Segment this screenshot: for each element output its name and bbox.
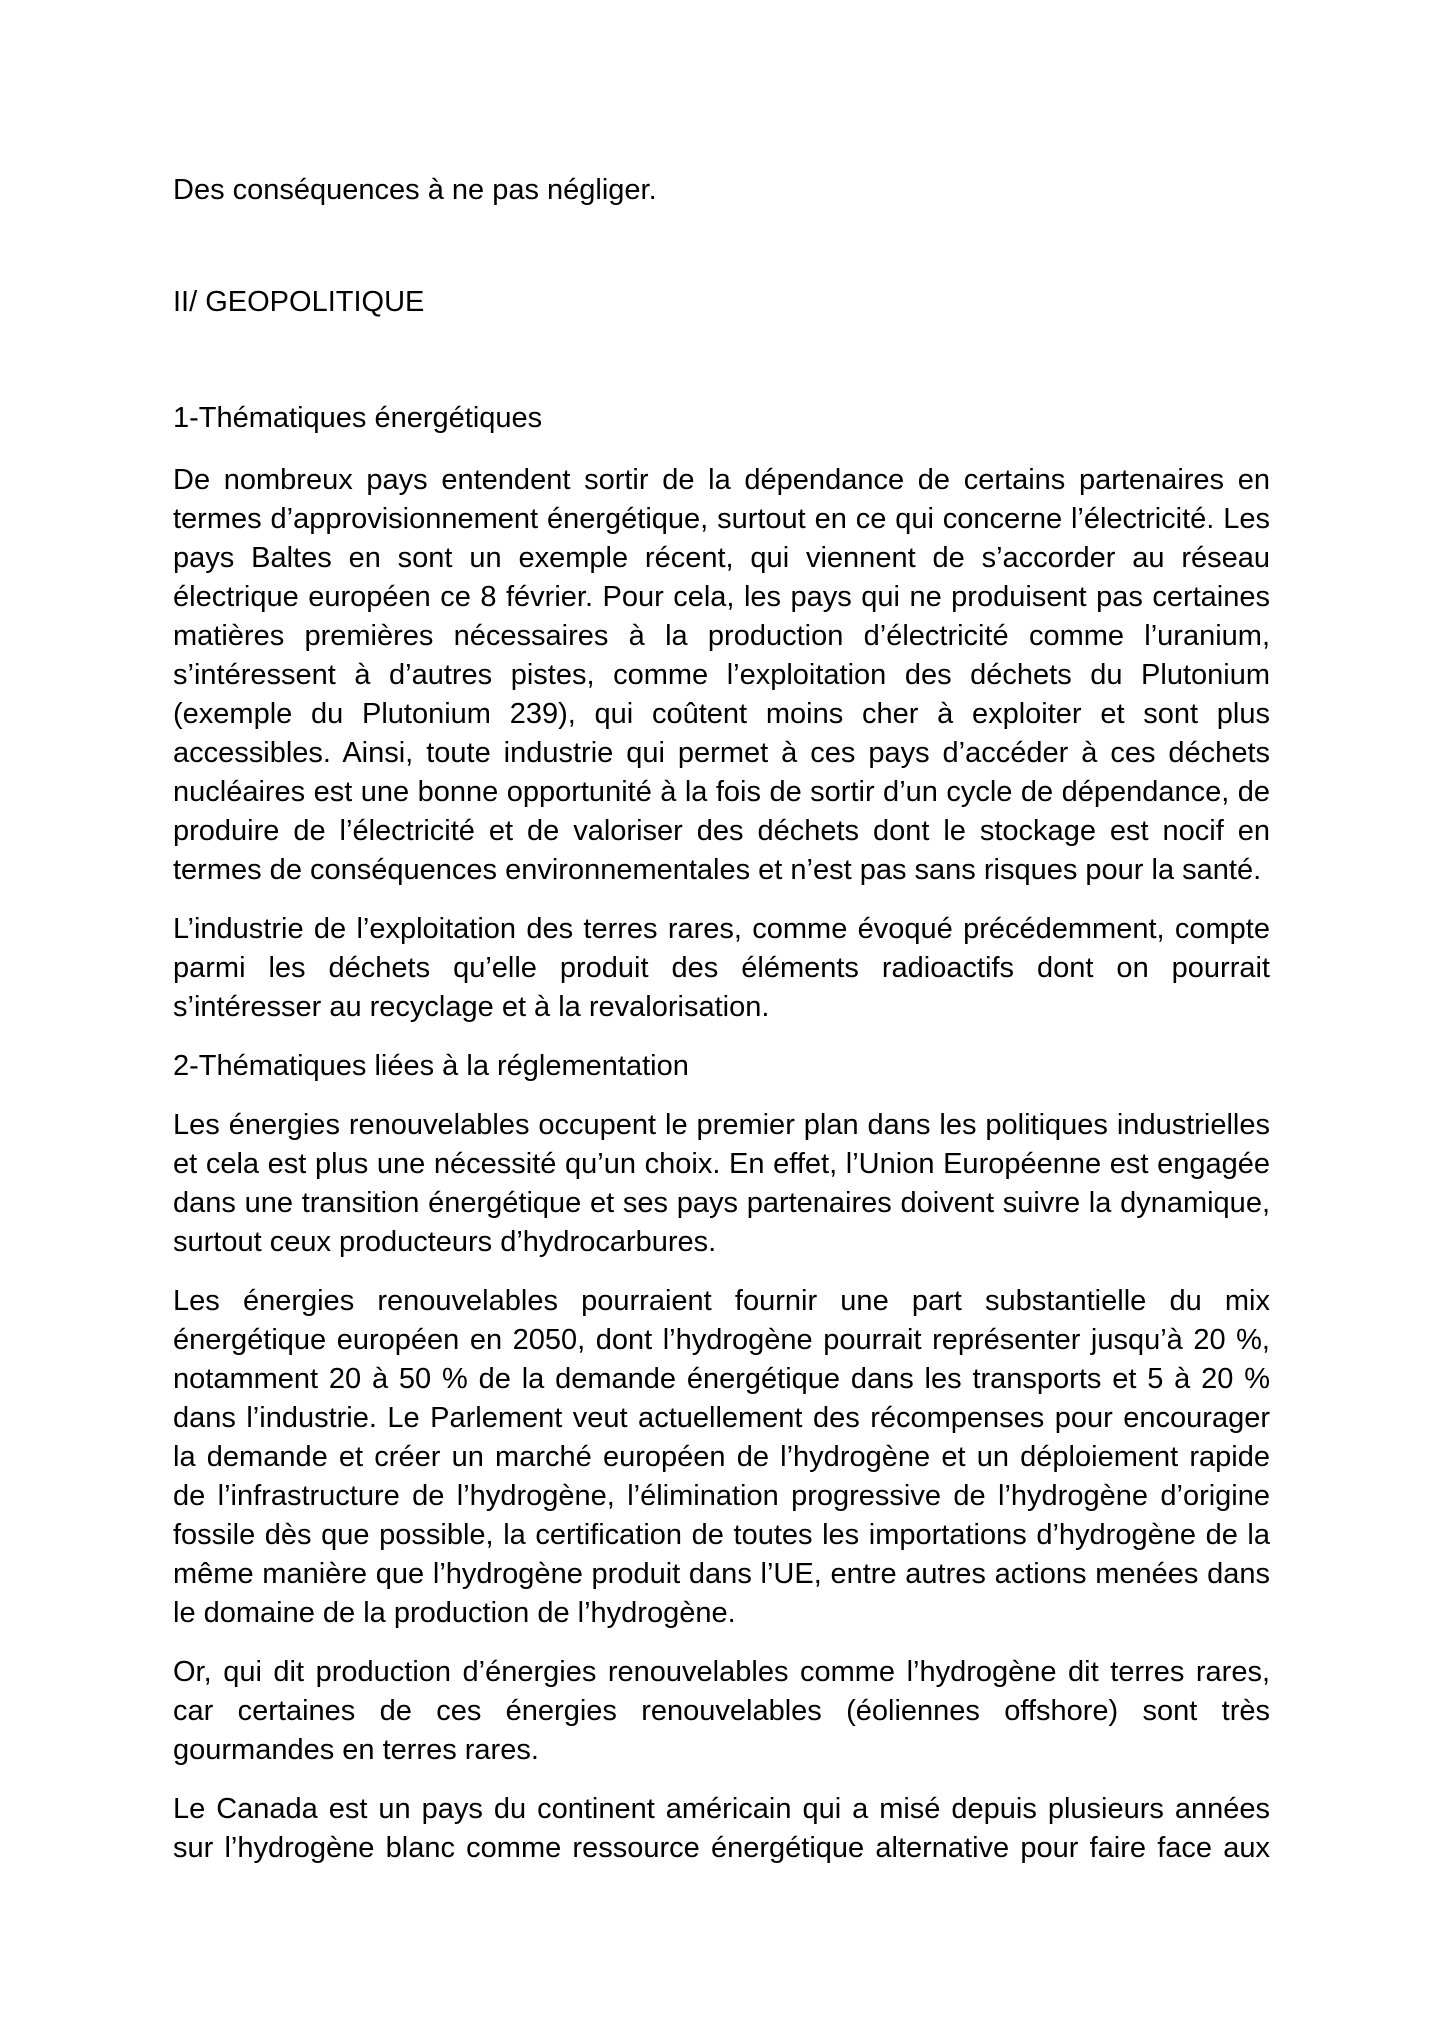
- subsection-1-heading: 1-Thématiques énergétiques: [173, 402, 543, 434]
- paragraph-canada-white-hydrogen: Le Canada est un pays du continent américain qui a misé depuis plusieurs années sur l’hydrogène blanc comme ressource énergétique alternative pour faire face aux: [173, 1793, 1270, 1864]
- paragraph-energy-dependence: De nombreux pays entendent sortir de la dépendance de certains partenaires en termes d’approvisionnement énergétique, surtout en ce qui concerne l’électricité. Les pays Baltes en sont un exemple récent, qui viennent de s’accorder au réseau électrique européen ce 8 février. Pour cela, les pays qui ne produisent pas certaines matières premières nécessaires à la production d’électricité comme l’uranium, s’intéressent à d’autres pistes, comme l’exploitation des déchets du Plutonium (exemple du Plutonium 239), qui coûtent moins cher à exploiter et sont plus accessibles. Ainsi, toute industrie qui permet à ces pays d’accéder à ces déchets nucléaires est une bonne opportunité à la fois de sortir d’un cycle de dépendance, de produire de l’électricité et de valoriser des déchets dont le stockage est nocif en termes de conséquences environnementales et n’est pas sans risques pour la santé.: [173, 464, 1270, 886]
- paragraph-renewables-rare-earths: Or, qui dit production d’énergies renouvelables comme l’hydrogène dit terres rares, car certaines de ces énergies renouvelables (éoliennes offshore) sont très gourmandes en terres rares.: [173, 1656, 1270, 1766]
- subsection-2-heading: 2-Thématiques liées à la réglementation: [173, 1050, 689, 1082]
- paragraph-rare-earth-waste: L’industrie de l’exploitation des terres rares, comme évoqué précédemment, compte parmi les déchets qu’elle produit des éléments radioactifs dont on pourrait s’intéresser au recyclage et à la revalorisation.: [173, 913, 1270, 1023]
- paragraph-renewables-policy: Les énergies renouvelables occupent le premier plan dans les politiques industrielles et cela est plus une nécessité qu’un choix. En effet, l’Union Européenne est engagée dans une transition énergétique et ses pays partenaires doivent suivre la dynamique, surtout ceux producteurs d’hydrocarbures.: [173, 1109, 1270, 1258]
- intro-paragraph: Des conséquences à ne pas négliger.: [173, 174, 657, 206]
- section-heading: II/ GEOPOLITIQUE: [173, 286, 425, 318]
- paragraph-hydrogen-mix: Les énergies renouvelables pourraient fournir une part substantielle du mix énergétique européen en 2050, dont l’hydrogène pourrait représenter jusqu’à 20 %, notamment 20 à 50 % de la demande énergétique dans les transports et 5 à 20 % dans l’industrie. Le Parlement veut actuellement des récompenses pour encourager la demande et créer un marché européen de l’hydrogène et un déploiement rapide de l’infrastructure de l’hydrogène, l’élimination progressive de l’hydrogène d’origine fossile dès que possible, la certification de toutes les importations d’hydrogène de la même manière que l’hydrogène produit dans l’UE, entre autres actions menées dans le domaine de la production de l’hydrogène.: [173, 1285, 1270, 1629]
